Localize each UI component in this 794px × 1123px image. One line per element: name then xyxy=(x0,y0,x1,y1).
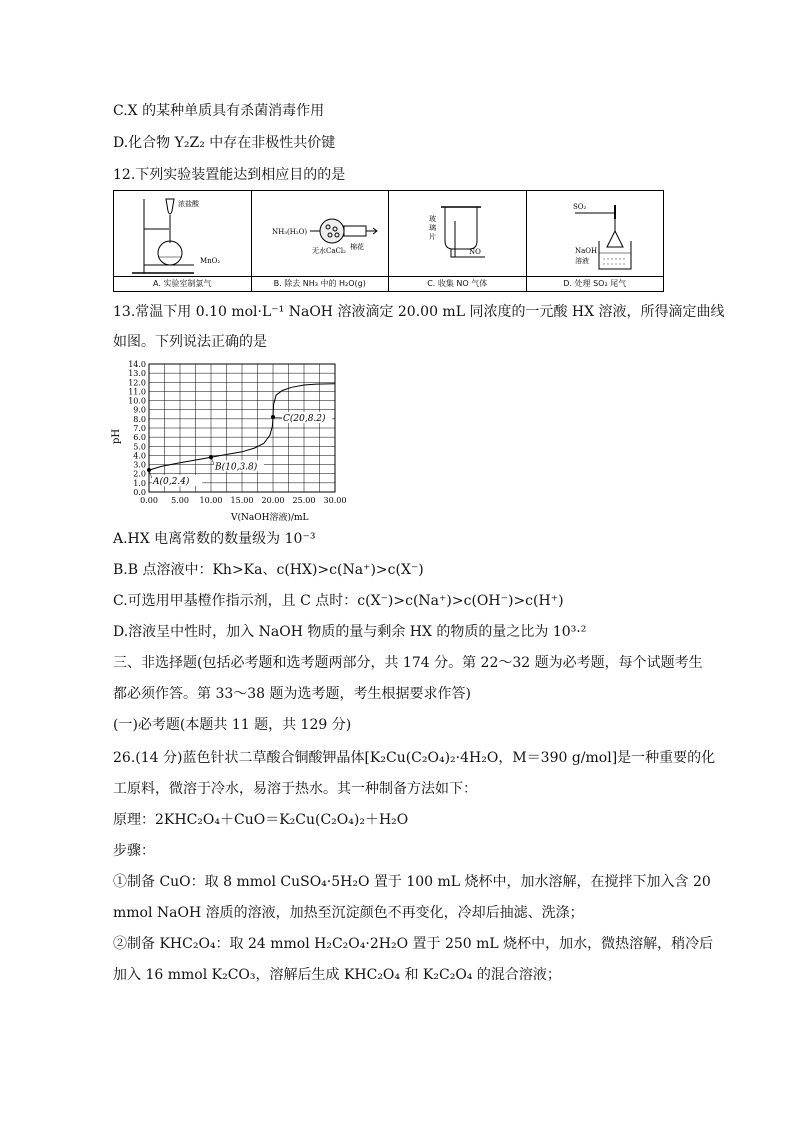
x-tick-label: 0.00 xyxy=(140,496,158,505)
apparatus-d-label-1: SO₂ xyxy=(572,203,586,211)
apparatus-a-label-1: 浓盐酸 xyxy=(178,200,199,208)
titration-chart xyxy=(113,358,363,524)
section-3-line-1: 三、非选择题(包括必考题和选考题两部分，共 174 分。第 22～32 题为必考题，每个试题考生 xyxy=(113,655,703,671)
question-26-steps: 步骤： xyxy=(113,843,155,859)
apparatus-c-label-1: 玻 xyxy=(429,215,436,223)
y-tick-label: 6.0 xyxy=(133,433,146,443)
question-26-line-2: 工原料，微溶于冷水，易溶于热水。其一种制备方法如下： xyxy=(113,781,477,797)
x-tick-label: 20.00 xyxy=(261,496,285,505)
apparatus-c xyxy=(389,191,527,291)
question-26-principle: 原理：2KHC₂O₄＋CuO＝K₂Cu(C₂O₄)₂＋H₂O xyxy=(113,812,409,828)
y-tick-label: 2.0 xyxy=(133,469,146,479)
y-tick-label: 11.0 xyxy=(128,387,146,397)
apparatus-d-label-3: 溶液 xyxy=(574,257,589,265)
y-tick-label: 14.0 xyxy=(128,360,146,369)
apparatus-d-drawing xyxy=(527,191,664,279)
point-label-c: C(20,8.2) xyxy=(283,414,326,425)
question-12: 12.下列实验装置能达到相应目的的是 xyxy=(113,167,346,183)
apparatus-table xyxy=(113,190,664,292)
apparatus-c-drawing xyxy=(389,191,523,279)
point-label-a: A(0,2.4) xyxy=(153,477,190,488)
chart-xlabel: V(NaOH溶液)/mL xyxy=(231,513,309,523)
apparatus-c-label-4: NO xyxy=(469,248,481,256)
x-tick-label: 30.00 xyxy=(323,496,347,505)
x-tick-label: 5.00 xyxy=(171,496,189,505)
chart-grid xyxy=(149,364,335,492)
apparatus-a-label-2: MnO₂ xyxy=(200,257,221,265)
apparatus-c-caption: C. 收集 NO 气体 xyxy=(389,276,526,291)
apparatus-b-caption: B. 除去 NH₃ 中的 H₂O(g) xyxy=(252,276,389,291)
q13-option-c: C.可选用甲基橙作指示剂，且 C 点时：c(X⁻)>c(Na⁺)>c(OH⁻)>c(H⁺) xyxy=(113,593,564,609)
section-3-line-2: 都必须作答。第 33～38 题为选考题，考生根据要求作答) xyxy=(113,686,471,702)
option-c: C.X 的某种单质具有杀菌消毒作用 xyxy=(113,103,325,119)
y-tick-label: 3.0 xyxy=(133,460,146,470)
apparatus-a-caption: A. 实验室制氯气 xyxy=(114,276,251,291)
question-13-line-2: 如图。下列说法正确的是 xyxy=(113,334,267,350)
x-tick-label: 15.00 xyxy=(230,496,254,505)
option-d: D.化合物 Y₂Z₂ 中存在非极性共价键 xyxy=(113,135,336,151)
apparatus-c-label-3: 片 xyxy=(429,233,436,241)
y-tick-label: 13.0 xyxy=(128,369,146,379)
apparatus-b-drawing xyxy=(252,191,386,279)
y-tick-label: 5.0 xyxy=(133,442,146,452)
question-26-step-2a: ②制备 KHC₂O₄：取 24 mmol H₂C₂O₄·2H₂O 置于 250 mL 烧杯中，加水，微热溶解，稍冷后 xyxy=(113,936,714,952)
y-tick-label: 0.0 xyxy=(133,488,146,497)
apparatus-b xyxy=(252,191,390,291)
question-13-line-1: 13.常温下用 0.10 mol·L⁻¹ NaOH 溶液滴定 20.00 mL 同浓度的一元酸 HX 溶液，所得滴定曲线 xyxy=(113,304,725,320)
apparatus-d-label-2: NaOH xyxy=(574,247,597,255)
apparatus-b-label-3: 棉花 xyxy=(349,243,364,251)
point-a xyxy=(147,468,151,472)
question-26-line-1: 26.(14 分)蓝色针状二草酸合铜酸钾晶体[K₂Cu(C₂O₄)₂·4H₂O，M＝390 g/mol]是一种重要的化 xyxy=(113,750,716,766)
question-26-step-1a: ①制备 CuO：取 8 mmol CuSO₄·5H₂O 置于 100 mL 烧杯中，加水溶解，在搅拌下加入含 20 xyxy=(113,874,711,890)
apparatus-d xyxy=(527,191,664,291)
apparatus-d-caption: D. 处理 SO₂ 尾气 xyxy=(527,276,664,291)
apparatus-b-label-1: NH₃(H₂O) xyxy=(271,228,307,236)
apparatus-c-label-2: 璃 xyxy=(429,224,436,232)
q13-option-d: D.溶液呈中性时，加入 NaOH 物质的量与剩余 HX 的物质的量之比为 10³·² xyxy=(113,624,587,640)
question-26-step-2b: 加入 16 mmol K₂CO₃，溶解后生成 KHC₂O₄ 和 K₂C₂O₄ 的混合溶液； xyxy=(113,967,561,983)
sub-section-1: (一)必考题(本题共 11 题，共 129 分) xyxy=(113,717,352,733)
y-tick-label: 1.0 xyxy=(133,478,146,488)
q13-option-a: A.HX 电离常数的数量级为 10⁻³ xyxy=(113,531,316,547)
q13-option-b: B.B 点溶液中：Kh>Ka、c(HX)>c(Na⁺)>c(X⁻) xyxy=(113,562,424,578)
x-tick-label: 10.00 xyxy=(199,496,223,505)
y-tick-label: 4.0 xyxy=(133,451,146,461)
y-tick-label: 9.0 xyxy=(133,405,146,415)
y-tick-label: 7.0 xyxy=(133,424,146,433)
x-tick-label: 25.00 xyxy=(292,496,316,505)
y-tick-label: 12.0 xyxy=(128,378,146,388)
apparatus-a xyxy=(114,191,252,291)
y-tick-label: 10.0 xyxy=(128,396,146,406)
apparatus-a-drawing xyxy=(114,191,248,279)
question-26-step-1b: mmol NaOH 溶质的溶液，加热至沉淀颜色不再变化，冷却后抽滤、洗涤； xyxy=(113,905,584,921)
apparatus-b-label-2: 无水CaCl₂ xyxy=(311,247,346,255)
chart-ylabel: pH xyxy=(111,428,122,444)
y-tick-label: 8.0 xyxy=(133,414,146,424)
point-label-b: B(10,3.8) xyxy=(215,462,258,473)
